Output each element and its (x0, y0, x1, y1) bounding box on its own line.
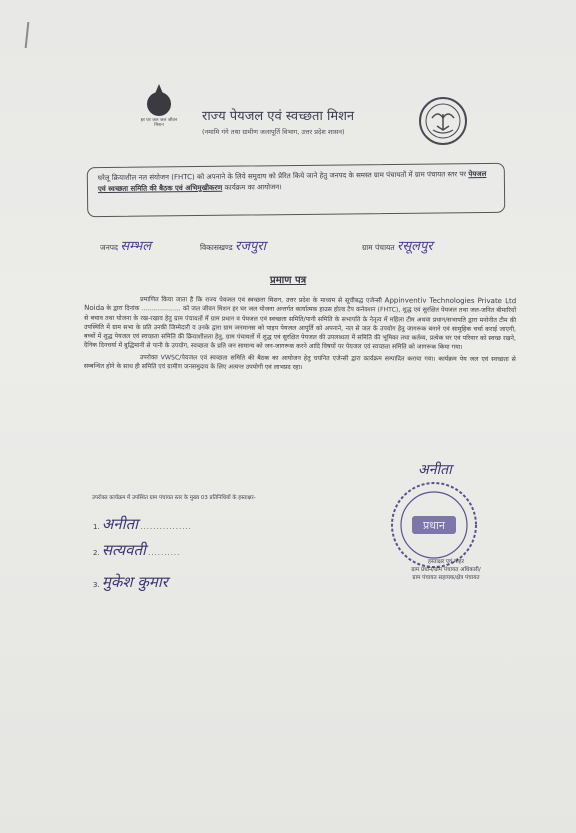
block-value: रजपुरा (235, 239, 267, 254)
agency-name: Appinventiv Technologies Private Ltd Noida (84, 296, 517, 313)
water-drop-icon (147, 92, 171, 116)
seal-caption: हस्ताक्षर एवं मोहर ग्राम प्रधान/ग्राम पंचायत अधिकारी/ ग्राम पंचायत सहायक/क्षेत्र पंचायत (411, 559, 481, 581)
certificate-body (84, 295, 516, 374)
village-label: ग्राम पंचायत (362, 243, 395, 252)
signature: सत्यवती (101, 541, 146, 559)
seal-signature: अनीता (418, 462, 452, 478)
block-label: विकासखण्ड (200, 243, 233, 252)
mission-title: राज्य पेयजल एवं स्वच्छता मिशन (202, 109, 355, 124)
body-paragraph-2: उपरोक्त VWSC/पेयजल एवं स्वच्छता समिति की बैठक का आयोजन हेतु चयनित एजेन्सी द्वारा कार्यक्रम सम्पादित कराया गया। कार्यक्रम पेय जल एवं स्वच्छता से सम्बन्धित होने के साथ ही समिति एवं ग्रामीण जनसमुदाय के लिए अत्यन्त उपयोगी एवं लाभप्रद रहा। (83, 353, 516, 372)
pradhan-stamp-icon (384, 470, 484, 570)
district-field (100, 236, 151, 254)
village-value: रसूलपुर (397, 239, 433, 254)
banner-text: घरेलू क्रियाशील नल संयोजन (FHTC) को अपनाने के लिये समुदाय को प्रेरित किये जाने हेतु जनपद के समस्त ग्राम पंचायतों में ग्राम पंचायत स्तर पर (97, 170, 467, 183)
signature: अनीता (101, 515, 139, 533)
har-ghar-jal-logo (136, 92, 182, 128)
block-field (200, 236, 266, 254)
banner-highlight: पेयजल एवं स्वच्छता समिति की बैठक एवं अभिमुखीकरण (97, 170, 487, 194)
up-government-emblem-icon (418, 96, 468, 146)
program-banner (87, 163, 506, 217)
logo-caption: हर घर जल जल जीवन मिशन (140, 118, 178, 128)
district-label: जनपद (100, 243, 118, 252)
body-paragraph-1: प्रमाणित किया जाता है कि राज्य पेयजल एवं स्वच्छता मिशन, उत्तर प्रदेश के माध्यम से सूचीबद्ध एजेन्सी Appinventiv Technologies Private Ltd Noida के द्वारा दिनांक .................... को जल जीवन मिशन हर घर जल योजना अन्तर्गत कार्यात्मक हाउस होल्ड टैप कनेक्शन (FHTC), शुद्ध एवं सुरक्षित पेयजल तथा जल-जनित बीमारियों से बचाव तथा योजना के रख-रखाव हेतु ग्राम पंचायतों में ग्राम प्रधान व पेयजल एवं स्वच्छता समिति/पानी समिति के सभापति के नेतृत्व में महिला टीम अथवा प्रधान/सभापति द्वारा मनोनीत टीम की उपस्थिति में ग्राम सभा के प्रति उनकी जिम्मेदारी व उनके द्वारा ग्राम जनमानस को पाइप पेयजल आपूर्ति को अपनाने, नल से जल के उपयोग हेतु जागरूक बनाने एवं सामुहिक चर्चा कराई जाएगी, बच्चों में शुद्ध पेयजल एवं स्वच्छता समिति की क्रियाशीलता हेतु, ग्राम पंचायतों में शुद्ध एवं सुरक्षित पेयजल की उपलब्धता में समिति की भूमिका तथा कर्तव्य, प्रत्येक घर एवं परिवार को स्वच्छ रखने, दैनिक दिनचर्या में बुद्धिमानी से पानी के उपयोग, स्वच्छता के प्रति जन सामान्य को जन-जागरूक करने आदि विषयों पर पेयजल एवं स्वच्छता समिति को जागरूक किया गया। (83, 296, 517, 352)
members-heading: उपरोक्त कार्यक्रम में उपस्थित ग्राम पंचायत स्तर के मुख्य 03 प्रतिनिधियों के हस्ताक्षर- (92, 495, 256, 501)
member-signature-1: 1. अनीता ................ (93, 515, 192, 533)
member-signature-3: 3. मुकेश कुमार (93, 573, 168, 591)
mission-subtitle: (नमामि गंगे तथा ग्रामीण जलापूर्ति विभाग, उत्तर प्रदेश शासन) (202, 128, 345, 136)
signature: मुकेश कुमार (101, 573, 168, 591)
certificate-title: प्रमाण पत्र (270, 275, 307, 286)
member-signature-2: 2. सत्यवती .......... (93, 541, 181, 559)
banner-text-end: कार्यक्रम का आयोजन। (224, 183, 282, 192)
seal-center-text: प्रधान (423, 519, 445, 532)
pen-mark (25, 22, 30, 48)
village-field (362, 236, 433, 254)
district-value: सम्भल (120, 239, 152, 254)
